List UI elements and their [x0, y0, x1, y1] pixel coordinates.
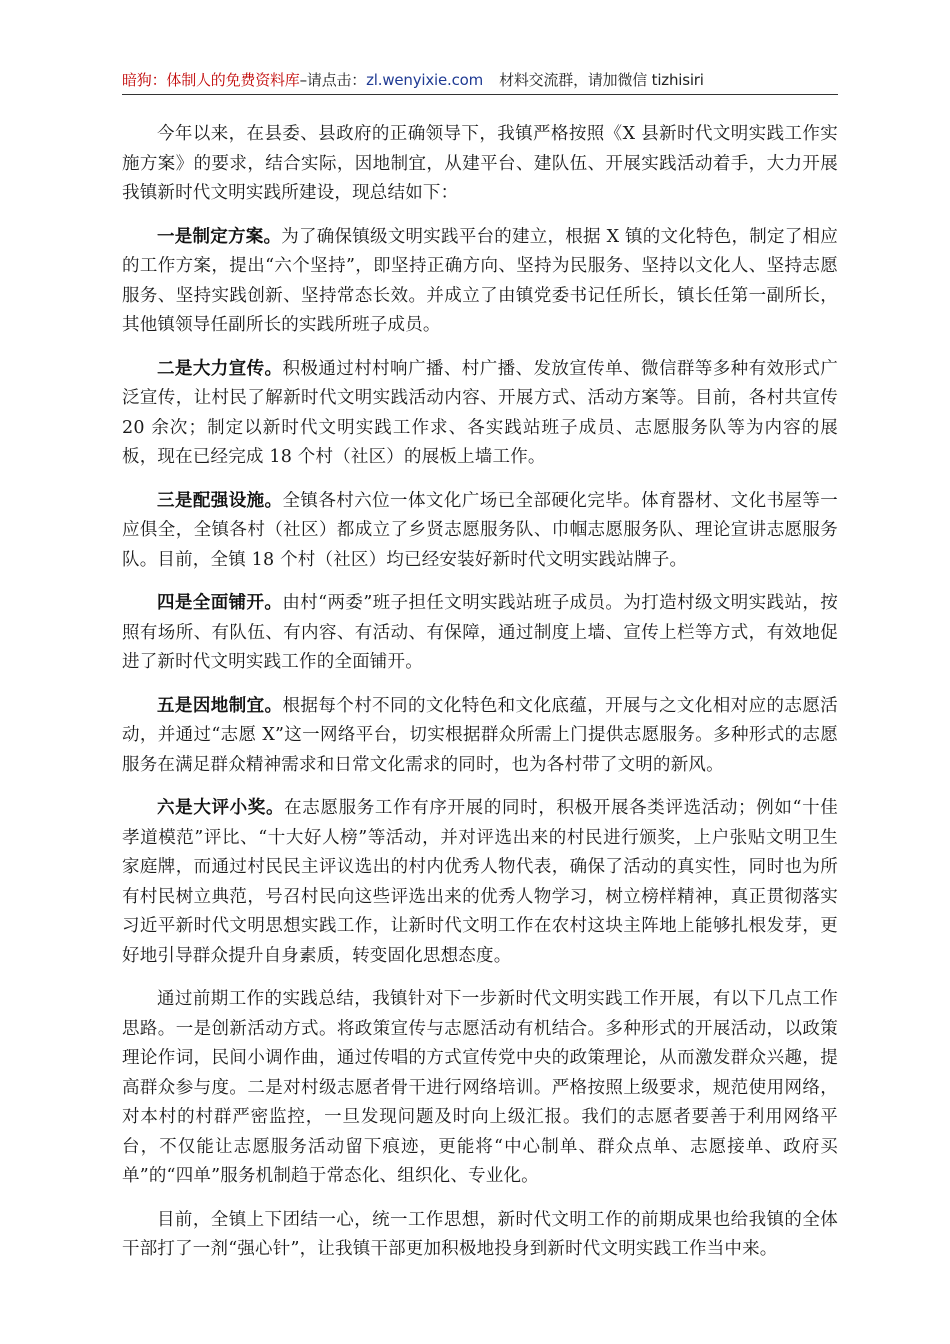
paragraph-intro — [122, 120, 838, 209]
header-click-prompt: –请点击： — [299, 71, 367, 89]
paragraph-text: 全镇各村六位一体文化广场已全部硬化完毕。体育器材、文化书屋等一应俱全，全镇各村（社区）都成立了乡贤志愿服务队、巾帼志愿服务队、理论宣讲志愿服务队。目前，全镇 18 个村（社区）均已经安装好新时代文明实践站牌子。 — [122, 490, 839, 570]
paragraph-awards — [122, 794, 838, 971]
paragraph-text: 在志愿服务工作有序开展的同时，积极开展各类评选活动；例如“十佳孝道模范”评比、“十大好人榜”等活动，并对评选出来的村民进行颁奖，上户张贴文明卫生家庭牌，而通过村民民主评议选出的村内优秀人物代表，确保了活动的真实性，同时也为所有村民树立典范，号召村民向这些评选出来的优秀人物学习，树立榜样精神，真正贯彻落实习近平新时代文明思想实践工作，让新时代文明工作在农村这块主阵地上能够扎根发芽，更好地引导群众提升自身素质，转变固化思想态度。 — [122, 798, 838, 966]
header-wechat-note: 材料交流群，请加微信 tizhisiri — [499, 71, 704, 89]
paragraph-next-steps — [122, 985, 838, 1192]
paragraph-publicity — [122, 355, 838, 473]
header-site-name: 暗狗：体制人的免费资料库 — [122, 71, 300, 89]
paragraph-text: 今年以来，在县委、县政府的正确领导下，我镇严格按照《X 县新时代文明实践工作实施方案》的要求，结合实际，因地制宜，从建平台、建队伍、开展实践活动着手，大力开展我镇新时代文明实践所建设，现总结如下： — [122, 124, 838, 203]
paragraph-local-adaptation — [122, 692, 838, 781]
paragraph-text: 积极通过村村响广播、村广播、发放宣传单、微信群等多种有效形式广泛宣传，让村民了解新时代文明实践活动内容、开展方式、活动方案等。目前，各村共宣传 20 余次；制定以新时代文明实践工作求、各实践站班子成员、志愿服务队等为内容的展板，现在已经完成 18 个村（社区）的展板上墙工作。 — [122, 358, 839, 467]
paragraph-lead: 五是因地制宜。 — [157, 695, 283, 716]
header-link[interactable]: zl.wenyixie.com — [366, 71, 484, 89]
page-header — [122, 66, 838, 95]
paragraph-text: 由村“两委”班子担任文明实践站班子成员。为打造村级文明实践站，按照有场所、有队伍、有内容、有活动、有保障，通过制度上墙、宣传上栏等方式，有效地促进了新时代文明实践工作的全面铺开。 — [122, 593, 838, 672]
paragraph-text: 目前，全镇上下团结一心，统一工作思想，新时代文明工作的前期成果也给我镇的全体干部打了一剂“强心针”，让我镇干部更加积极地投身到新时代文明实践工作当中来。 — [122, 1209, 838, 1259]
paragraph-text: 根据每个村不同的文化特色和文化底蕴，开展与之文化相对应的志愿活动，并通过“志愿 X”这一网络平台，切实根据群众所需上门提供志愿服务。多种形式的志愿服务在满足群众精神需求和日常文化需求的同时，也为各村带了文明的新风。 — [122, 695, 839, 775]
paragraph-lead: 四是全面铺开。 — [157, 593, 283, 613]
paragraph-lead: 六是大评小奖。 — [157, 798, 285, 818]
paragraph-text: 通过前期工作的实践总结，我镇针对下一步新时代文明实践工作开展，有以下几点工作思路。一是创新活动方式。将政策宣传与志愿活动有机结合。多种形式的开展活动，以政策理论作词，民间小调作曲，通过传唱的方式宣传党中央的政策理论，从而激发群众兴趣，提高群众参与度。二是对村级志愿者骨干进行网络培训。严格按照上级要求，规范使用网络，对本村的村群严密监控，一旦发现问题及时向上级汇报。我们的志愿者要善于利用网络平台，不仅能让志愿服务活动留下痕迹，更能将“中心制单、群众点单、志愿接单、政府买单”的“四单”服务机制趋于常态化、组织化、专业化。 — [122, 989, 838, 1186]
paragraph-facilities — [122, 487, 838, 576]
paragraph-rollout — [122, 589, 838, 678]
paragraph-lead: 二是大力宣传。 — [157, 358, 283, 379]
paragraph-lead: 三是配强设施。 — [157, 490, 283, 511]
paragraph-lead: 一是制定方案。 — [157, 226, 282, 247]
paragraph-text: 为了确保镇级文明实践平台的建立，根据 X 镇的文化特色，制定了相应的工作方案，提出“六个坚持”，即坚持正确方向、坚持为民服务、坚持以文化人、坚持志愿服务、坚持实践创新、坚持常态长效。并成立了由镇党委书记任所长，镇长任第一副所长，其他镇领导任副所长的实践所班子成员。 — [122, 226, 839, 335]
document-body — [122, 120, 838, 1279]
paragraph-conclusion — [122, 1206, 838, 1265]
paragraph-plan — [122, 223, 838, 341]
